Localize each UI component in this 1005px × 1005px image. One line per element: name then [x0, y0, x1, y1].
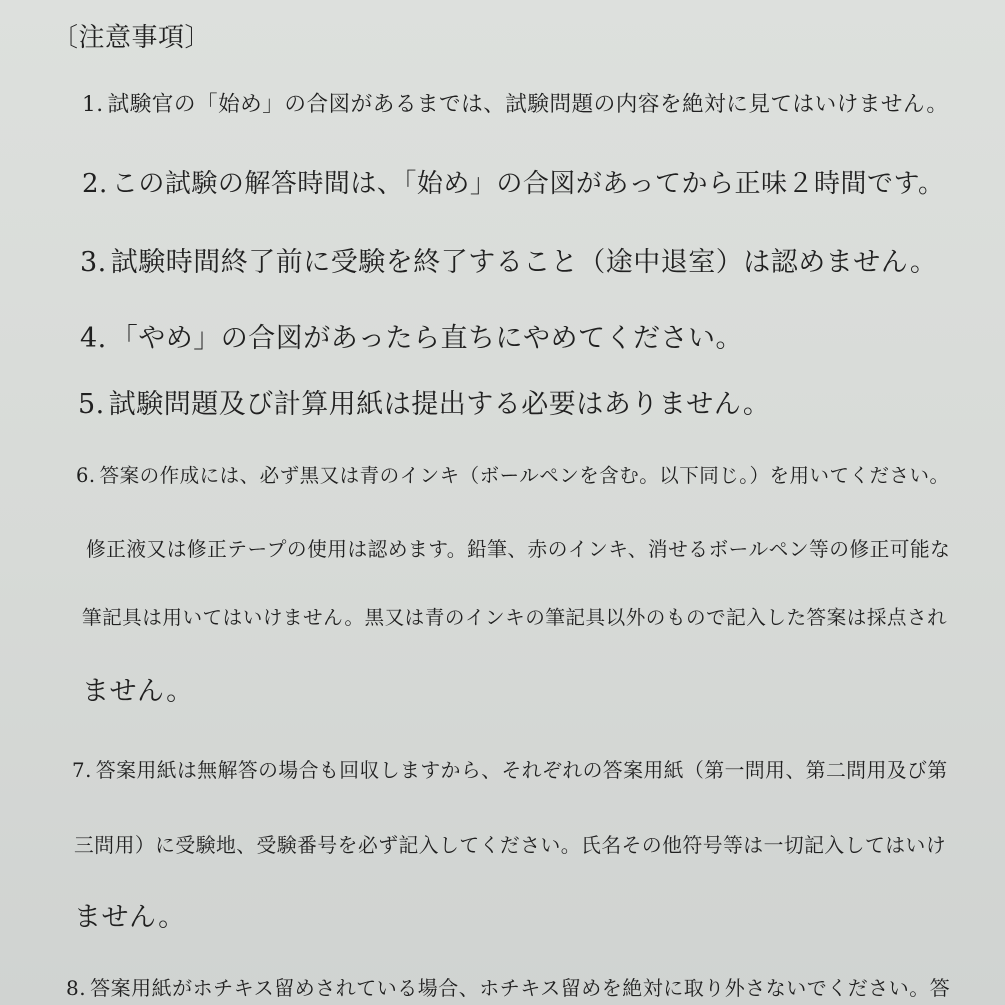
instruction-item-1 [82, 85, 949, 125]
instruction-item-2 [82, 164, 944, 204]
item-text: 答案の作成には、必ず黒又は青のインキ（ボールペンを含む。以下同じ。）を用いてください。 [99, 464, 950, 487]
instruction-item-3 [80, 243, 937, 283]
item-number: 8. [66, 976, 87, 1000]
item-text: 試験問題及び計算用紙は提出する必要はありません。 [108, 389, 771, 420]
item-number: 1. [82, 92, 104, 117]
instruction-item-6-continued: 筆記具は用いてはいけません。黒又は青のインキの筆記具以外のもので記入した答案は採点され [82, 606, 948, 629]
item-number: 4. [80, 323, 107, 354]
item-number: 2. [82, 169, 108, 199]
item-text: 試験官の「始め」の合図があるまでは、試験問題の内容を絶対に見てはいけません。 [107, 92, 949, 117]
instruction-item-7-continued: ません。 [74, 902, 186, 933]
instruction-item-6 [76, 456, 949, 496]
instruction-item-6-continued: ません。 [82, 676, 194, 707]
section-heading: 〔注意事項〕 [52, 23, 212, 53]
instruction-item-7 [72, 751, 948, 791]
item-number: 5. [78, 389, 105, 420]
instruction-item-7-continued: 三問用）に受験地、受験番号を必ず記入してください。氏名その他符号等は一切記入してはいけ [74, 834, 947, 857]
item-text: 答案用紙がホチキス留めされている場合、ホチキス留めを絶対に取り外さないでください。答 [90, 976, 951, 1000]
item-number: 3. [80, 247, 107, 278]
instruction-item-5 [78, 385, 770, 425]
item-text: 試験時間終了前に受験を終了すること（途中退室）は認めません。 [110, 247, 938, 278]
item-number: 7. [72, 759, 92, 782]
item-text: 「やめ」の合図があったら直ちにやめてください。 [110, 323, 743, 354]
instruction-item-8 [66, 968, 950, 1005]
item-text: 答案用紙は無解答の場合も回収しますから、それぞれの答案用紙（第一問用、第二問用及び第 [95, 759, 948, 782]
item-number: 6. [76, 464, 96, 487]
instruction-item-4 [80, 319, 743, 359]
instruction-item-6-continued: 修正液又は修正テープの使用は認めます。鉛筆、赤のインキ、消せるボールペン等の修正可能な [86, 538, 951, 561]
item-text: この試験の解答時間は、「始め」の合図があってから正味２時間です。 [111, 169, 945, 199]
